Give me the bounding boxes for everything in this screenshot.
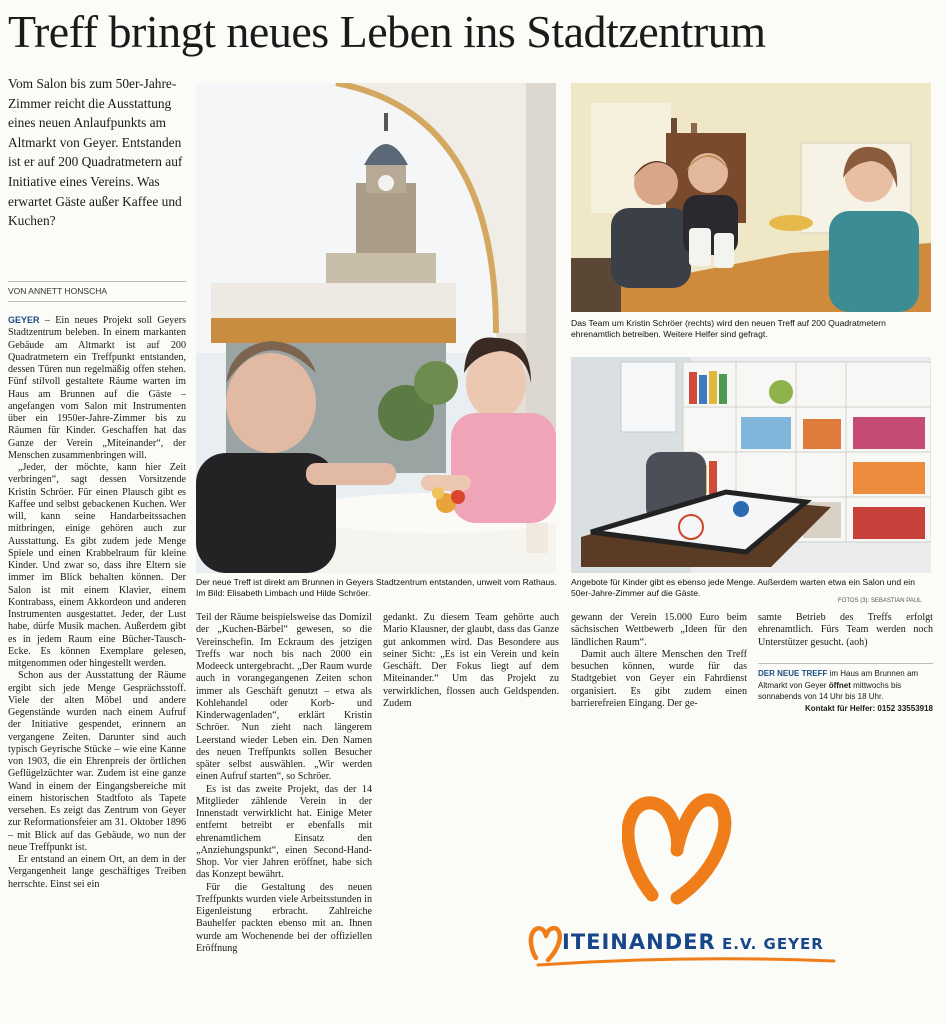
kids-room-photo-illustration xyxy=(571,357,931,573)
team-photo xyxy=(571,83,931,312)
info-box xyxy=(758,668,933,714)
paragraph: Es ist das zweite Projekt, das der 14 Mitglieder zählende Verein in der Innenstadt verwirklicht hat. Einige Meter entfernt betreibt er ebenfalls mit ehrenamtlichem Einsatz den „Anziehungspunkt“, einen Second-Hand-Shop. Vor vier Jahren eröffnet, habe sich das Konzept bewährt. xyxy=(196,783,372,881)
logo-name: ITEINANDER xyxy=(562,930,716,954)
paragraph: gedankt. Zu diesem Team gehörte auch Mario Klausner, der glaubt, dass das Ganze gut ankommen wird. Das Besondere aus seiner Sicht: „Es ist ein Verein und kein Geschäft. Der Fokus liegt auf dem Miteinander.“ Um das Projekt zu verwirklichen, flossen auch Geldspenden. Zudem xyxy=(383,612,559,709)
infobox-text: im Haus am Brunnen am Altmarkt von Geyer xyxy=(758,669,919,690)
column-4 xyxy=(571,612,747,710)
paragraph: GEYER – Ein neues Projekt soll Geyers Stadtzentrum beleben. In einem markanten Gebäude am Altmarkt ist auf 200 Quadratmetern ein Treffpunkt entstanden, dessen Türen nun regelmäßig offen stehen. Fünf stilvoll gestaltete Räume warten im Haus am Brunnen auf die Gäste – angefangen vom Salon mit Instrumenten über ein 1950er-Jahre-Zimmer bis zu Räumen für Kinder. Geschaffen hat das Ganze der Verein „Miteinander“, der Menschen zusammenbringen will. xyxy=(8,315,186,461)
logo-heart-mark xyxy=(622,790,732,910)
headline: Treff bringt neues Leben ins Stadtzentrum xyxy=(8,6,766,57)
column-1 xyxy=(8,314,186,1014)
main-photo-caption: Der neue Treff ist direkt am Brunnen in Geyers Stadtzentrum entstanden, unweit vom Rathaus. Im Bild: Elisabeth Limbach und Hilde Schröer. xyxy=(196,577,557,599)
paragraph: Er entstand an einem Ort, an dem in der Vergangenheit lange geschäftiges Treiben herrschte. Einst sei ein xyxy=(8,854,186,890)
logo-suffix: E.V. GEYER xyxy=(722,935,824,953)
paragraph: samte Betrieb des Treffs erfolgt ehrenamtlich. Fürs Team werden noch Unterstützer gesucht. (aoh) xyxy=(758,612,933,648)
infobox-contact: Kontakt für Helfer: 0152 33553918 xyxy=(804,703,933,713)
kids-room-photo xyxy=(571,357,931,573)
paragraph: gewann der Verein 15.000 Euro beim sächsischen Wettbewerb „Ideen für den ländlichen Raum“. xyxy=(571,612,747,648)
column-2 xyxy=(196,612,372,1012)
photo-credit: FOTOS (3): SEBASTIAN PAUL xyxy=(838,598,922,604)
main-photo-illustration xyxy=(196,83,556,573)
infobox-title: DER NEUE TREFF xyxy=(758,669,828,678)
column-5 xyxy=(758,612,933,649)
byline-rule xyxy=(8,301,186,302)
infobox-rule xyxy=(758,663,933,664)
paragraph: Schon aus der Ausstattung der Räume ergibt sich jede Menge Gesprächsstoff. Viele der alten Möbel und andere Gegenstände wurden nach einem Aufruf der Initiative gespendet, erinnern an vergangene Zeiten. Darunter sind auch typisch Geyrische Stücke – wie eine Kanne von 1903, die ein Ehrenpreis der örtlichen Geflügelzüchter war. Zudem ist eine ganze Wand in einem der Eingangsbereiche mit einem historischen Stadtfoto als Tapete versehen. Es zeigt das Zentrum von Geyer zur Reformationsfeier am 31. Oktober 1896 – mit Blick auf das Gebäude, wo nun der neue Treffpunkt ist. xyxy=(8,670,186,853)
kids-room-caption: Angebote für Kinder gibt es ebenso jede Menge. Außerdem warten etwa ein Salon und ein 50er-Jahre-Zimmer auf die Gäste. xyxy=(571,577,915,599)
lead-paragraph: Vom Salon bis zum 50er-Jahre-Zimmer reicht die Ausstattung eines neuen Anlaufpunkts am Altmarkt von Geyer. Entstanden ist er auf 200 Quadratmetern auf Initiative eines Vereins. Was erwartet Gäste außer Kaffee und Kuchen? xyxy=(8,76,183,229)
infobox-hours: mittwochs bis sonnabends von 14 Uhr bis 18 Uhr. xyxy=(758,680,902,702)
logo-wordmark xyxy=(528,924,858,970)
team-photo-caption: Das Team um Kristin Schröer (rechts) wird den neuen Treff auf 200 Quadratmetern ehrenamtlich betreiben. Weitere Helfer sind gefragt. xyxy=(571,318,886,340)
infobox-opening: öffnet xyxy=(828,680,851,690)
logo-heart-icon xyxy=(622,790,732,910)
paragraph: „Jeder, der möchte, kann hier Zeit verbringen“, sagt dessen Vorsitzende Kristin Schröer. Für einen Plausch gibt es Kaffee und selbst gebackenen Kuchen. Wer will, kann seine Handarbeitssachen mitbringen, einige gehören auch zur Ausstattung. Es gibt zudem jede Menge Spiele und einen Krabbelraum für kleine Kinder. Und zwar so, dass ihre Eltern sie immer im Blick behalten können. Der Salon ist mit einem Klavier, einem Kontrabass, einem Akkordeon und anderen Instrumenten ausgestattet. Jeder, der Lust habe, dürfe Musik machen. Außerdem gibt es in jedem Raum eine Bücher-Tausch-Ecke. Es können Exemplare gelesen, mitgenommen oder hingestellt werden. xyxy=(8,462,186,669)
paragraph: Damit auch ältere Menschen den Treff besuchen können, wurde für das Stadtgebiet von Geyer ein Fahrdienst organisiert. Es gibt zudem einen barrierefreien Eingang. Der ge- xyxy=(571,648,747,709)
team-photo-illustration xyxy=(571,83,931,312)
main-photo xyxy=(196,83,556,573)
dateline: GEYER xyxy=(8,315,40,325)
paragraph: Für die Gestaltung des neuen Treffpunkts wurden viele Arbeitsstunden in Eigenleistung erbracht. Zahlreiche Bauhelfer packten ebenso mit an. Ihnen wurde am Wochenende bei der offiziellen Eröffnung xyxy=(196,881,372,954)
lead-rule xyxy=(8,281,186,282)
paragraph: Teil der Räume beispielsweise das Domizil der „Kuchen-Bärbel“ gewesen, so die Vereinschefin. Im Eckraum des jetzigen Treffs war noch bis nach 2000 ein Modeeck untergebracht. „Der Raum wurde auch in vorangegangenen Zeiten schon immer als Geschäft genutzt – etwa als Kohlehandel oder Korb- und Kinderwagenladen“, erklärt Kristin Schröer. Nun zieht nach längerem Leerstand wieder Leben ein. Den Namen des neuen Treffpunkts sollen Besucher später selbst auswählen. „Wir werden einen Aufruf starten“, so Schröer. xyxy=(196,612,372,783)
logo-underline-swoosh xyxy=(536,957,836,967)
byline: VON ANNETT HONSCHA xyxy=(8,286,108,296)
column-3 xyxy=(383,612,559,710)
